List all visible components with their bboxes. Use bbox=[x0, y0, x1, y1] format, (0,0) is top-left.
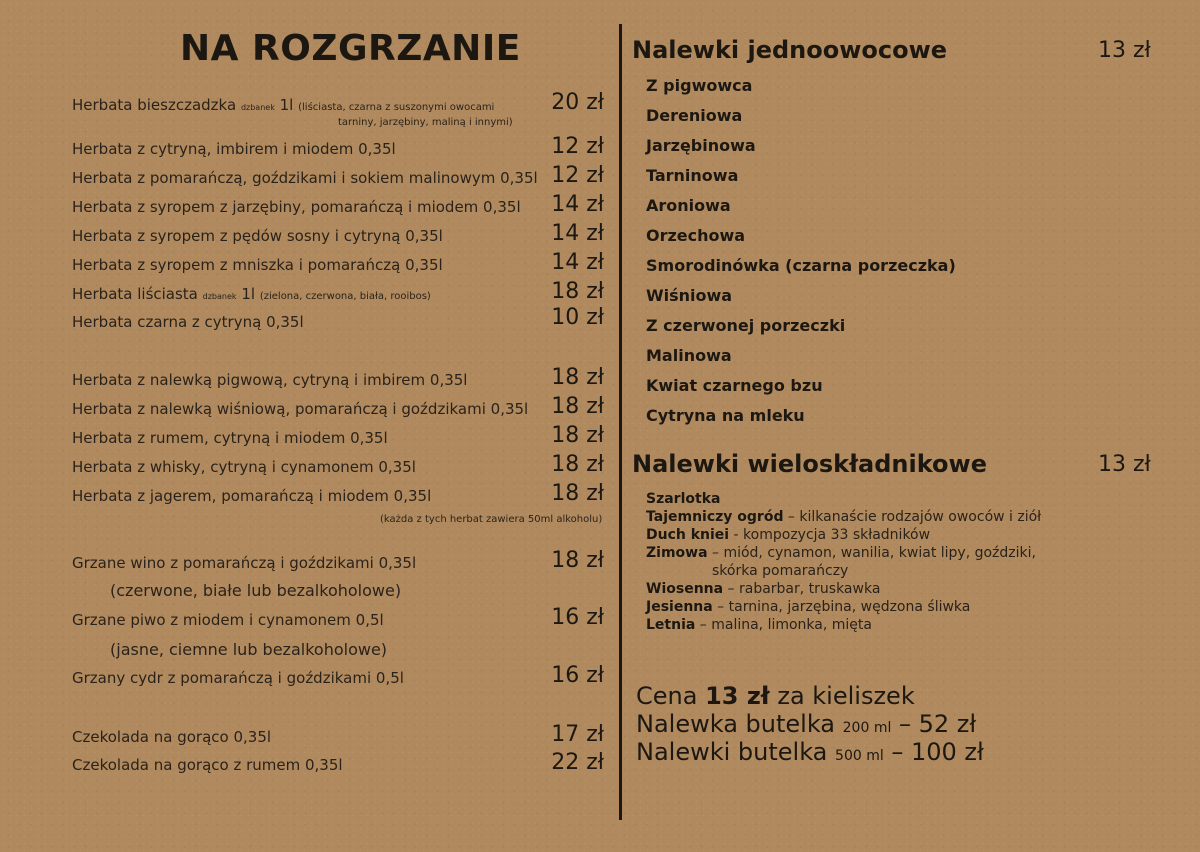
mix-name: Tajemniczy ogród bbox=[646, 509, 784, 525]
menu-item: Herbata z syropem z mniszka i pomarańczą 0,35l bbox=[72, 256, 443, 274]
item-price: 14 zł bbox=[551, 250, 604, 275]
nalewka-item: Malinowa bbox=[646, 346, 732, 365]
price-bottle-200 bbox=[636, 710, 976, 738]
mix-name: Zimowa bbox=[646, 545, 708, 561]
price-line-volume: 500 ml bbox=[835, 748, 884, 764]
menu-item: Herbata z nalewką wiśniową, pomarańczą i goździkami 0,35l bbox=[72, 400, 529, 418]
nalewka-item: Smorodinówka (czarna porzeczka) bbox=[646, 256, 956, 275]
mix-desc: - kompozycja 33 składników bbox=[729, 527, 931, 543]
item-price: 20 zł bbox=[551, 90, 604, 115]
menu-item: Grzany cydr z pomarańczą i goździkami 0,5l bbox=[72, 669, 404, 687]
item-note-continued: tarniny, jarzębiny, maliną i innymi) bbox=[338, 117, 513, 128]
nalewka-item: Orzechowa bbox=[646, 226, 746, 245]
item-price: 10 zł bbox=[551, 305, 604, 330]
section-price: 13 zł bbox=[1098, 452, 1151, 477]
nalewka-item: Jarzębinowa bbox=[646, 136, 756, 155]
menu-item: Herbata z syropem z jarzębiny, pomarańczą i miodem 0,35l bbox=[72, 198, 521, 216]
alcohol-note: (każda z tych herbat zawiera 50ml alkoholu) bbox=[380, 514, 603, 525]
item-price: 18 zł bbox=[551, 365, 604, 390]
mix-name: Szarlotka bbox=[646, 491, 721, 507]
mix-desc: – miód, cynamon, wanilia, kwiat lipy, goździki, bbox=[707, 545, 1036, 561]
item-name: Herbata bieszczadzka bbox=[72, 96, 237, 114]
item-price: 18 zł bbox=[551, 452, 604, 477]
section-price: 13 zł bbox=[1098, 38, 1151, 63]
item-name: Herbata liściasta bbox=[72, 285, 198, 303]
menu-item: Herbata z whisky, cytryną i cynamonem 0,35l bbox=[72, 458, 416, 476]
nalewka-mix-item bbox=[646, 544, 1036, 562]
item-size-label: dzbanek bbox=[240, 103, 275, 112]
nalewka-item: Z pigwowca bbox=[646, 76, 753, 95]
price-line-text: Nalewki butelka bbox=[636, 738, 836, 766]
item-price: 12 zł bbox=[551, 163, 604, 188]
menu-item: Herbata z cytryną, imbirem i miodem 0,35l bbox=[72, 140, 396, 158]
item-note: (zielona, czerwona, biała, rooibos) bbox=[259, 291, 431, 302]
item-price: 22 zł bbox=[551, 750, 604, 775]
mix-desc: – tarnina, jarzębina, wędzona śliwka bbox=[712, 599, 971, 615]
item-price: 18 zł bbox=[551, 481, 604, 506]
mix-desc: – kilkanaście rodzajów owoców i ziół bbox=[783, 509, 1042, 525]
menu-item bbox=[72, 96, 494, 114]
menu-item: Grzane wino z pomarańczą i goździkami 0,35l bbox=[72, 554, 417, 572]
nalewka-item: Cytryna na mleku bbox=[646, 406, 805, 425]
nalewka-mix-item bbox=[646, 526, 930, 544]
item-subtitle: (jasne, ciemne lub bezalkoholowe) bbox=[110, 640, 388, 659]
menu-item: Grzane piwo z miodem i cynamonem 0,5l bbox=[72, 611, 384, 629]
price-line-text: – 52 zł bbox=[891, 710, 977, 738]
mix-name: Letnia bbox=[646, 617, 696, 633]
nalewka-mix-item bbox=[646, 490, 720, 508]
nalewka-mix-item bbox=[646, 616, 872, 634]
menu-item: Herbata z jagerem, pomarańczą i miodem 0,35l bbox=[72, 487, 432, 505]
menu-item: Herbata z nalewką pigwową, cytryną i imbirem 0,35l bbox=[72, 371, 468, 389]
price-line-text: Nalewka butelka bbox=[636, 710, 843, 738]
price-line-text: Cena bbox=[636, 682, 706, 710]
price-line-amount: 13 zł bbox=[705, 682, 770, 710]
menu-title: NA ROZGRZANIE bbox=[180, 28, 521, 69]
item-price: 18 zł bbox=[551, 394, 604, 419]
menu-item: Herbata z pomarańczą, goździkami i sokiem malinowym 0,35l bbox=[72, 169, 538, 187]
mix-desc: – malina, limonka, mięta bbox=[695, 617, 872, 633]
price-bottle-500 bbox=[636, 738, 984, 766]
nalewka-item: Z czerwonej porzeczki bbox=[646, 316, 846, 335]
item-price: 16 zł bbox=[551, 605, 604, 630]
item-size: 1l bbox=[279, 96, 294, 114]
item-subtitle: (czerwone, białe lub bezalkoholowe) bbox=[110, 581, 402, 600]
price-line-text: za kieliszek bbox=[769, 682, 915, 710]
item-price: 18 zł bbox=[551, 548, 604, 573]
price-line-volume: 200 ml bbox=[842, 720, 892, 736]
nalewka-mix-item bbox=[646, 580, 880, 598]
item-price: 14 zł bbox=[551, 221, 604, 246]
price-line-text: – 100 zł bbox=[883, 738, 984, 766]
item-price: 18 zł bbox=[551, 279, 604, 304]
mix-name: Jesienna bbox=[646, 599, 713, 615]
mix-desc: – rabarbar, truskawka bbox=[723, 581, 881, 597]
mix-desc-continued: skórka pomarańczy bbox=[712, 563, 849, 579]
column-divider bbox=[619, 24, 622, 820]
item-size: 1l bbox=[241, 285, 256, 303]
menu-item bbox=[72, 285, 431, 303]
menu-item: Czekolada na gorąco z rumem 0,35l bbox=[72, 756, 343, 774]
price-per-glass bbox=[636, 682, 915, 710]
item-size-label: dzbanek bbox=[202, 292, 237, 301]
section-heading-wieloskladnikowe: Nalewki wieloskładnikowe bbox=[632, 450, 987, 478]
item-price: 17 zł bbox=[551, 722, 604, 747]
nalewka-item: Wiśniowa bbox=[646, 286, 733, 305]
item-note: (liściasta, czarna z suszonymi owocami bbox=[298, 102, 495, 113]
mix-name: Duch kniei bbox=[646, 527, 730, 543]
item-price: 16 zł bbox=[551, 663, 604, 688]
nalewka-item: Tarninowa bbox=[646, 166, 739, 185]
menu-item: Herbata z syropem z pędów sosny i cytryną 0,35l bbox=[72, 227, 443, 245]
menu-item: Herbata z rumem, cytryną i miodem 0,35l bbox=[72, 429, 388, 447]
nalewka-mix-item bbox=[646, 508, 1041, 526]
item-price: 12 zł bbox=[551, 134, 604, 159]
menu-item: Czekolada na gorąco 0,35l bbox=[72, 728, 272, 746]
mix-name: Wiosenna bbox=[646, 581, 724, 597]
nalewka-item: Aroniowa bbox=[646, 196, 731, 215]
item-price: 18 zł bbox=[551, 423, 604, 448]
nalewka-mix-item bbox=[646, 598, 970, 616]
nalewka-item: Dereniowa bbox=[646, 106, 743, 125]
item-price: 14 zł bbox=[551, 192, 604, 217]
nalewka-item: Kwiat czarnego bzu bbox=[646, 376, 823, 395]
section-heading-jednoowocowe: Nalewki jednoowocowe bbox=[632, 36, 948, 64]
menu-item: Herbata czarna z cytryną 0,35l bbox=[72, 313, 304, 331]
